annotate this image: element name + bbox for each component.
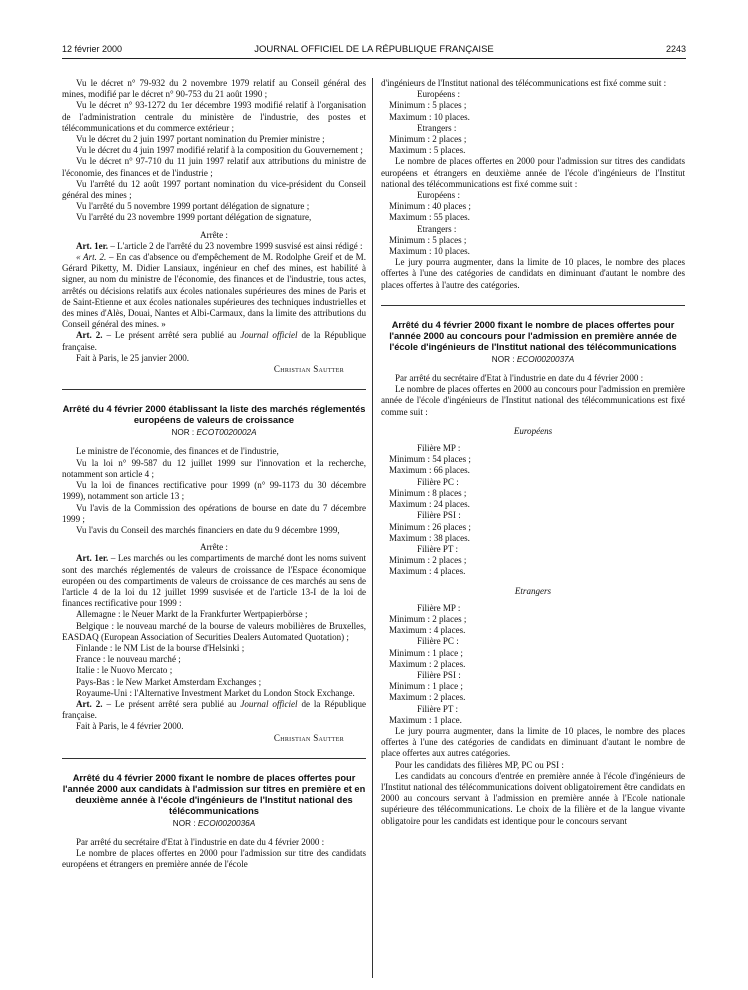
places-line: Minimum : 40 places ;	[389, 201, 471, 212]
category-label: Filière PSI :	[417, 510, 461, 521]
right-column	[381, 78, 685, 827]
nor-reference	[381, 354, 685, 365]
visa-paragraph: Vu l'avis du Conseil des marchés financiers en date du 9 décembre 1999,	[76, 524, 340, 535]
body-paragraph: Le jury pourra augmenter, dans la limite de 10 places, le nombre des places offertes à l'une des catégories de candidats en diminuant d'autant le nombre de place offertes aux autres catégories.	[381, 725, 685, 759]
nor-code: ECOT0020002A	[196, 428, 257, 438]
places-line: Maximum : 2 places.	[389, 658, 466, 669]
market-item: Finlande : le NM List de la bourse d'Helsinki ;	[76, 642, 245, 653]
category-label: Filière PSI :	[417, 669, 461, 680]
visa-paragraph: Vu le décret du 2 juin 1997 portant nomination du Premier ministre ;	[76, 134, 325, 145]
nor-code: ECOI0020037A	[516, 354, 575, 364]
places-line: Maximum : 24 places.	[389, 499, 470, 510]
body-paragraph: Le nombre de places offertes en 2000 pour l'admission sur titres des candidats européens et étrangers en deuxième année de l'école d'ingénieurs de l'Institut national des télécommunications est fixé comme suit :	[381, 156, 685, 189]
europeens-places-list	[381, 443, 685, 577]
quote-label: « Art. 2.	[76, 252, 107, 263]
article-text: de la République française.	[62, 698, 367, 721]
decree-title: Arrêté du 4 février 2000 fixant le nombre de places offertes pour l'année 2000 aux candidats à l'admission sur titres en première et en deuxième année à l'école d'ingénieurs de l'Institut national des télécommunications	[62, 772, 366, 816]
places-line: Minimum : 26 places ;	[389, 521, 471, 532]
signature-place-date: Fait à Paris, le 4 février 2000.	[76, 721, 184, 732]
visa-paragraph: Vu la loi n° 99-587 du 12 juillet 1999 sur l'innovation et la recherche, notamment son article 4 ;	[62, 457, 366, 479]
article-text: – Les marchés ou les compartiments de marché dont les noms suivent sont des marchés réglementés de valeurs de croissance de l'Espace économique européen ou des compartiments de valeurs de croissance de ces marchés au sens de l'article 4 de la loi du 12 juillet 1999 susvisée et de l'article 13-I de la loi de finances rectificative pour 1999 :	[62, 553, 367, 609]
article-label: Art. 1er.	[76, 240, 109, 251]
article-label: Art. 2.	[76, 330, 103, 341]
places-line: Minimum : 2 places ;	[389, 134, 467, 145]
article-text: – Le présent arrêté sera publié au	[106, 698, 237, 709]
category-label: Filière MP :	[417, 602, 461, 613]
body-paragraph: Le jury pourra augmenter, dans la limite de 10 places, le nombre des places offertes à l'une des catégories de candidats en diminuant d'autant le nombre des places offertes à l'autre des catégories.	[381, 257, 685, 290]
article-text: – L'article 2 de l'arrêté du 23 novembre 1999 susvisé est ainsi rédigé :	[110, 240, 363, 251]
signature: Christian Sautter	[273, 364, 344, 375]
nor-prefix: NOR :	[491, 354, 515, 364]
category-label: Européens :	[417, 89, 460, 100]
places-line: Maximum : 1 place.	[389, 714, 462, 725]
nor-prefix: NOR :	[171, 428, 195, 438]
column-divider	[372, 78, 373, 978]
visas-list-1	[62, 78, 366, 224]
page-header	[62, 44, 686, 58]
arrete-heading: Arrête :	[200, 542, 228, 553]
body-paragraph: Par arrêté du secrétaire d'Etat à l'industrie en date du 4 février 2000 :	[395, 373, 644, 384]
article-1	[62, 241, 366, 252]
article-text: – Le présent arrêté sera publié au	[106, 330, 237, 341]
body-paragraph: Le nombre de places offertes en 2000 pour l'admission sur titre des candidats européens et étrangers en première année de l'école	[62, 848, 366, 870]
category-label: Filière PC :	[417, 636, 459, 647]
section-rule	[381, 305, 685, 306]
places-line: Maximum : 2 places.	[389, 692, 466, 703]
visa-paragraph: Vu l'arrêté du 5 novembre 1999 portant délégation de signature ;	[76, 201, 310, 212]
nor-code: ECOI0020036A	[197, 818, 256, 828]
journal-officiel-ref: Journal officiel	[240, 330, 298, 341]
places-line: Minimum : 2 places ;	[389, 613, 467, 624]
header-page-number: 2243	[665, 44, 686, 54]
places-line: Minimum : 54 places ;	[389, 454, 471, 465]
nor-prefix: NOR :	[172, 818, 196, 828]
visa-paragraph: Vu le décret n° 93-1272 du 1er décembre 1993 modifié relatif à l'organisation de l'administration centrale du ministère de l'industrie, des postes et télécommunications et du commerce extérieur ;	[62, 100, 366, 133]
journal-officiel-ref: Journal officiel	[240, 698, 298, 709]
places-list-second-year	[381, 190, 685, 257]
places-line: Maximum : 10 places.	[389, 111, 470, 122]
header-date: 12 février 2000	[62, 44, 123, 54]
places-line: Minimum : 5 places ;	[389, 100, 467, 111]
places-list-first-year	[381, 89, 685, 156]
places-line: Minimum : 8 places ;	[389, 487, 467, 498]
article-2	[62, 330, 366, 352]
article-1	[62, 553, 366, 609]
market-item: Allemagne : le Neuer Markt de la Frankfurter Wertpapierbörse ;	[76, 609, 308, 620]
places-line: Maximum : 4 places.	[389, 566, 466, 577]
market-item: Belgique : le nouveau marché de la bourse de valeurs mobilières de Bruxelles, EASDAQ (European Association of Securities Dealers Automated Quotation) ;	[62, 620, 366, 642]
visa-paragraph: Vu l'avis de la Commission des opérations de bourse en date du 7 décembre 1999 ;	[62, 502, 366, 524]
visa-paragraph: Vu le décret n° 97-710 du 11 juin 1997 relatif aux attributions du ministre de l'économie, des finances et de l'industrie ;	[62, 156, 366, 178]
header-title: JOURNAL OFFICIEL DE LA RÉPUBLIQUE FRANÇAISE	[254, 44, 494, 55]
category-label: Filière MP :	[417, 443, 461, 454]
body-paragraph: Le nombre de places offertes en 2000 au concours pour l'admission en première année de l'école d'ingénieurs de l'Institut national des télécommunications est fixé comme suit :	[381, 384, 685, 417]
places-line: Maximum : 66 places.	[389, 465, 470, 476]
category-label: Filière PT :	[417, 703, 459, 714]
europeens-heading: Européens	[513, 425, 553, 436]
category-label: Filière PT :	[417, 543, 459, 554]
visa-paragraph: Le ministre de l'économie, des finances et de l'industrie,	[76, 446, 279, 457]
body-paragraph: Par arrêté du secrétaire d'Etat à l'industrie en date du 4 février 2000 :	[76, 836, 325, 847]
article-label: Art. 2.	[76, 698, 103, 709]
nor-reference	[62, 427, 366, 438]
category-label: Etrangers :	[417, 223, 457, 234]
article-quote	[62, 252, 366, 330]
article-text: de la République française.	[62, 330, 367, 352]
market-item: Italie : le Nuovo Mercato ;	[76, 665, 173, 676]
visa-paragraph: Vu le décret n° 79-932 du 2 novembre 1979 relatif au Conseil général des mines, modifié par le décret n° 90-753 du 21 août 1990 ;	[62, 78, 366, 100]
header-rule	[62, 58, 686, 59]
decree-title: Arrêté du 4 février 2000 établissant la liste des marchés réglementés européens de valeurs de croissance	[62, 404, 366, 426]
signature-place-date: Fait à Paris, le 25 janvier 2000.	[76, 352, 190, 363]
body-paragraph: Les candidats au concours d'entrée en première année à l'école d'ingénieurs de l'Institut national des télécommunications doivent obligatoirement être candidats en 2000 au concours servant à l'admission en première année à l'Ecole nationale supérieure des télécommunications. Le choix de la filière et de la langue vivante obligatoire pour les candidats est identique pour le concours servant	[381, 770, 685, 826]
nor-reference	[62, 818, 366, 829]
quote-text: – En cas d'absence ou d'empêchement de M. Rodolphe Greif et de M. Gérard Piketty, M. Didier Lansiaux, ingénieur en chef des mines, est habilité à signer, au nom du ministre de l'économie, des finances et de l'industrie, tous actes, arrêtés ou décisions relatifs aux écoles nationales supérieures des mines de Paris et de Saint-Etienne et aux écoles nationales supérieures des techniques industrielles et des mines d'Alès, Douai, Nantes et Albi-Carmaux, dans la limite des attributions du Conseil général des mines. »	[62, 252, 366, 330]
visa-paragraph: Vu la loi de finances rectificative pour 1999 (n° 99-1173 du 30 décembre 1999), notamment son article 13 ;	[62, 480, 366, 502]
places-line: Maximum : 5 places.	[389, 145, 466, 156]
places-line: Maximum : 4 places.	[389, 625, 466, 636]
places-line: Maximum : 38 places.	[389, 532, 470, 543]
etrangers-places-list	[381, 603, 685, 726]
category-label: Européens :	[417, 190, 460, 201]
body-paragraph: Pour les candidats des filières MP, PC ou PSI :	[395, 759, 564, 770]
continued-paragraph: d'ingénieurs de l'Institut national des télécommunications est fixé comme suit :	[381, 78, 667, 88]
market-item: Pays-Bas : le New Market Amsterdam Exchanges ;	[76, 676, 262, 687]
arrete-heading: Arrête :	[200, 229, 228, 240]
visa-paragraph: Vu l'arrêté du 23 novembre 1999 portant délégation de signature,	[76, 212, 312, 223]
visa-paragraph: Vu le décret du 4 juin 1997 modifié relatif à la composition du Gouvernement ;	[76, 145, 363, 156]
decree-title: Arrêté du 4 février 2000 fixant le nombre de places offertes pour l'année 2000 au concours pour l'admission en première année de l'école d'ingénieurs de l'Institut national des télécommunications	[389, 319, 677, 352]
signature: Christian Sautter	[273, 732, 344, 743]
places-line: Minimum : 1 place ;	[389, 681, 463, 692]
places-line: Minimum : 1 place ;	[389, 647, 463, 658]
markets-list	[62, 609, 366, 699]
places-line: Minimum : 5 places ;	[389, 234, 467, 245]
places-line: Maximum : 55 places.	[389, 212, 470, 223]
category-label: Filière PC :	[417, 476, 459, 487]
article-label: Art. 1er.	[76, 553, 109, 564]
market-item: France : le nouveau marché ;	[76, 654, 181, 665]
visas-list-2	[62, 446, 366, 536]
section-rule	[62, 758, 366, 759]
places-line: Minimum : 2 places ;	[389, 555, 467, 566]
left-column	[62, 78, 366, 871]
visa-paragraph: Vu l'arrêté du 12 août 1997 portant nomination du vice-président du Conseil général des mines ;	[62, 178, 366, 201]
places-line: Maximum : 10 places.	[389, 246, 470, 257]
market-item: Royaume-Uni : l'Alternative Investment Market du London Stock Exchange.	[76, 687, 355, 698]
section-rule	[62, 389, 366, 390]
article-2	[62, 699, 366, 721]
etrangers-heading: Etrangers	[514, 585, 552, 596]
category-label: Etrangers :	[417, 122, 457, 133]
